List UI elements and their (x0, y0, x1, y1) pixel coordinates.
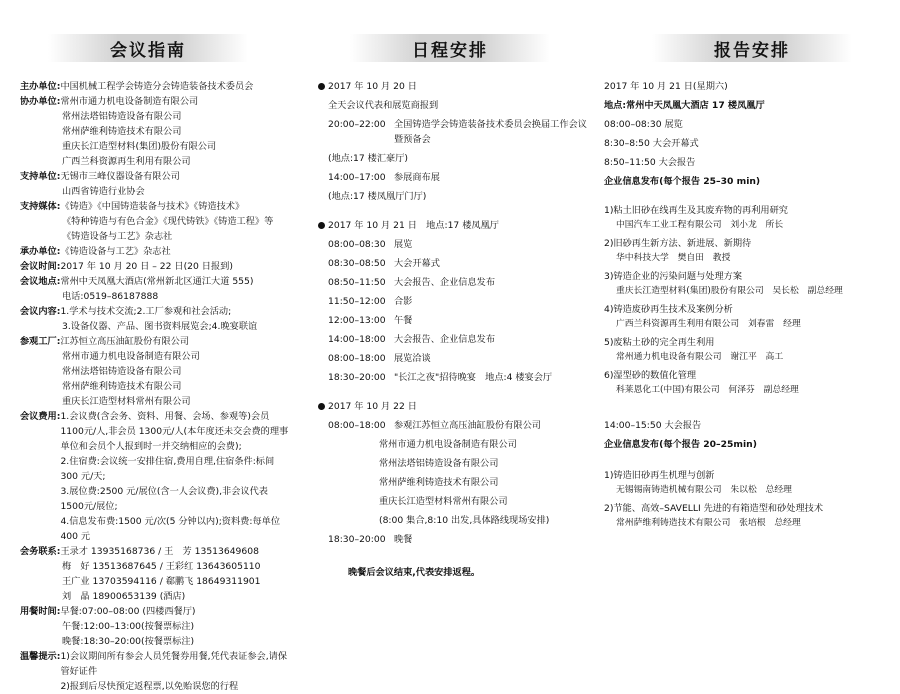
day1-date: 2017 年 10 月 20 日 (318, 79, 588, 94)
schedule-column (318, 79, 588, 580)
day1-entry: 暨预备会 (394, 134, 431, 145)
contact-label: 会务联系: (20, 546, 61, 557)
tip-item: 1)会议期间所有参会人员凭餐券用餐,凭代表证参会,请保管好证件 (60, 651, 288, 677)
content-value: 3.设备仪器、产品、图书资料展览会;4.晚宴联谊 (62, 321, 258, 332)
co-organizer-value: 广西兰科资源再生利用有限公司 (62, 156, 191, 167)
visit-row (20, 334, 290, 349)
day3-entry: 重庆长江造型材料常州有限公司 (379, 496, 508, 507)
day2-entry: 18:30–20:00 "长江之夜"招待晚宴 地点:4 楼宴会厅 (328, 372, 553, 383)
undertaker-label: 承办单位: (20, 246, 61, 257)
morning-reports (604, 203, 894, 398)
schedule-footer: 晚餐后会议结束,代表安排返程。 (348, 567, 481, 578)
report-line: 企业信息发布(每个报告 25–30 min) (604, 176, 761, 187)
venue-row (20, 274, 290, 289)
media-value: 《铸造设备与工艺》杂志社 (62, 231, 173, 242)
guide-header: 会议指南 (48, 34, 248, 62)
day3-entry: (8:00 集合,8:10 出发,具体路线现场安排) (379, 515, 550, 526)
fee-item: 1.会议费(含会务、资料、用餐、会场、参观等)会员 1100元/人,非会员 1300元/人(本年度还未交会费的理事单位和会员个人报到时一并交纳相应的会费); (60, 411, 289, 452)
contact-value: 刘 晶 18900653139 (酒店) (62, 591, 186, 602)
co-organizer-value: 常州法塔铝铸造设备有限公司 (62, 111, 182, 122)
reports-header: 报告安排 (652, 34, 852, 62)
day3-entry: 08:00–18:00 参观江苏恒立高压油缸股份有限公司 (328, 420, 541, 431)
report-line: 08:00–08:30 展览 (604, 119, 683, 130)
day3-entry: 18:30–20:00 晚餐 (328, 534, 413, 545)
day2-entry: 11:50–12:00 合影 (328, 296, 413, 307)
day1-entry: 14:00–17:00 参展商布展 (328, 172, 440, 183)
contact-row (20, 544, 290, 559)
tips-row (20, 649, 290, 694)
guide-column (20, 79, 290, 694)
report-affiliation: 重庆长江造型材料(集团)股份有限公司 吴长松 副总经理 (616, 286, 843, 296)
co-organizer-value: 常州市通力机电设备制造有限公司 (60, 96, 199, 107)
report-title: 2)旧砂再生新方法、新进展、新期待 (604, 238, 752, 249)
afternoon-reports (604, 468, 894, 531)
report-title: 6)湿型砂的数值化管理 (604, 370, 697, 381)
content-row (20, 304, 290, 319)
day1-entry: 20:00–22:00 全国铸造学会铸造装备技术委员会换届工作会议 (328, 119, 587, 130)
report-date: 2017 年 10 月 21 日(星期六) (604, 81, 728, 92)
report-title: 2)节能、高效–SAVELLI 先进的有箱造型和砂处理技术 (604, 503, 824, 514)
report-venue: 地点:常州中天凤凰大酒店 17 楼凤凰厅 (604, 100, 765, 111)
bullet-icon (318, 403, 325, 410)
visit-label: 参观工厂: (20, 336, 61, 347)
day3-entry: 常州市通力机电设备制造有限公司 (379, 439, 517, 450)
fee-item: 2.住宿费:会议统一安排住宿,费用自理,住宿条件:标间 300 元/天; (60, 456, 275, 482)
afternoon-time: 14:00–15:50 大会报告 (604, 420, 702, 431)
co-organizer-row (20, 94, 290, 109)
tips-label: 温馨提示: (20, 651, 61, 662)
report-title: 3)铸造企业的污染问题与处理方案 (604, 271, 743, 282)
time-value: 2017 年 10 月 20 日 – 22 日(20 日报到) (60, 261, 233, 272)
media-row (20, 199, 290, 214)
media-value: 《特种铸造与有色合金》《现代铸铁》《铸造工程》等 (62, 216, 274, 227)
visit-value: 常州萨维利铸造技术有限公司 (62, 381, 182, 392)
visit-value: 常州市通力机电设备制造有限公司 (62, 351, 200, 362)
report-affiliation: 华中科技大学 樊自田 教授 (616, 253, 731, 263)
meal-value: 午餐:12:00–13:00(按餐票标注) (62, 621, 195, 632)
undertaker-value: 《铸造设备与工艺》杂志社 (60, 246, 171, 257)
day3-entry: 常州萨维利铸造技术有限公司 (379, 477, 499, 488)
contact-value: 王广业 13703594116 / 郗鹏飞 18649311901 (62, 576, 261, 587)
time-label: 会议时间: (20, 261, 61, 272)
co-organizer-label: 协办单位: (20, 96, 61, 107)
visit-value: 江苏恒立高压油缸股份有限公司 (60, 336, 190, 347)
fee-label: 会议费用: (20, 411, 61, 422)
day1-entry: 全天会议代表和展览商报到 (328, 100, 439, 111)
visit-value: 常州法塔铝铸造设备有限公司 (62, 366, 182, 377)
meal-value: 早餐:07:00–08:00 (四楼西餐厅) (60, 606, 196, 617)
meal-row (20, 604, 290, 619)
contact-value: 梅 好 13513687645 / 王彩红 13643605110 (62, 561, 261, 572)
supporter-label: 支持单位: (20, 171, 61, 182)
report-line: 8:50–11:50 大会报告 (604, 157, 696, 168)
report-title: 1)铸造旧砂再生机理与创新 (604, 470, 715, 481)
report-affiliation: 常州通力机电设备有限公司 谢江平 高工 (616, 352, 784, 362)
meal-value: 晚餐:18:30–20:00(按餐票标注) (62, 636, 195, 647)
day2-entry: 08:30–08:50 大会开幕式 (328, 258, 440, 269)
bullet-icon (318, 83, 325, 90)
day2-date: 2017 年 10 月 21 日 地点:17 楼凤凰厅 (318, 218, 588, 233)
bullet-icon (318, 222, 325, 229)
time-row (20, 259, 290, 274)
day2-entry: 08:00–18:00 展览洽谈 (328, 353, 431, 364)
day3-date: 2017 年 10 月 22 日 (318, 399, 588, 414)
report-affiliation: 广西兰科资源再生利用有限公司 刘春雷 经理 (616, 319, 801, 329)
meal-label: 用餐时间: (20, 606, 61, 617)
day1-entry: (地点:17 楼凤凰厅门厅) (328, 191, 427, 202)
fee-row (20, 409, 290, 544)
supporter-value: 无锡市三峰仪器设备有限公司 (60, 171, 180, 182)
day1-entry: (地点:17 楼汇豪厅) (328, 153, 409, 164)
supporter-row (20, 169, 290, 184)
afternoon-line: 企业信息发布(每个报告 20–25min) (604, 439, 757, 450)
organizer-row (20, 79, 290, 94)
venue-phone: 电话:0519–86187888 (62, 291, 159, 302)
report-affiliation: 中国汽车工业工程有限公司 刘小龙 所长 (616, 220, 784, 230)
media-value: 《铸造》《中国铸造装备与技术》《铸造技术》 (60, 201, 245, 212)
venue-label: 会议地点: (20, 276, 61, 287)
venue-value: 常州中天凤凰大酒店(常州新北区通江大道 555) (60, 276, 254, 287)
tip-item: 2)报到后尽快预定返程票,以免贻误您的行程 (60, 681, 239, 692)
media-label: 支持媒体: (20, 201, 61, 212)
contact-value: 王录才 13935168736 / 王 芳 13513649608 (60, 546, 259, 557)
report-affiliation: 常州萨维利铸造技术有限公司 张培根 总经理 (616, 518, 801, 528)
report-title: 5)废粘土砂的完全再生利用 (604, 337, 715, 348)
visit-value: 重庆长江造型材料常州有限公司 (62, 396, 191, 407)
day2-entry: 08:00–08:30 展览 (328, 239, 413, 250)
schedule-header: 日程安排 (350, 34, 550, 62)
report-line: 8:30–8:50 大会开幕式 (604, 138, 699, 149)
report-title: 4)铸造废砂再生技术及案例分析 (604, 304, 733, 315)
co-organizer-value: 常州萨维利铸造技术有限公司 (62, 126, 182, 137)
content-value: 1.学术与技术交流;2.工厂参观和社会活动; (60, 306, 232, 317)
day2-entry: 08:50–11:50 大会报告、企业信息发布 (328, 277, 496, 288)
reports-column (604, 79, 894, 531)
report-title: 1)粘土旧砂在线再生及其废弃物的再利用研究 (604, 205, 788, 216)
organizer-label: 主办单位: (20, 81, 61, 92)
fee-list (60, 409, 290, 544)
organizer-value: 中国机械工程学会铸造分会铸造装备技术委员会 (60, 81, 254, 92)
day2-entry: 14:00–18:00 大会报告、企业信息发布 (328, 334, 496, 345)
day3-entry: 常州法塔铝铸造设备有限公司 (379, 458, 499, 469)
fee-item: 3.展位费:2500 元/展位(含一人会议费),非会议代表 1500元/展位; (60, 486, 268, 512)
day2-entry: 12:00–13:00 午餐 (328, 315, 413, 326)
supporter-value: 山西省铸造行业协会 (62, 186, 145, 197)
report-affiliation: 科莱恩化工(中国)有限公司 何泽芬 副总经理 (616, 385, 799, 395)
undertaker-row (20, 244, 290, 259)
co-organizer-value: 重庆长江造型材料(集团)股份有限公司 (62, 141, 217, 152)
content-label: 会议内容: (20, 306, 61, 317)
tips-list (60, 649, 290, 694)
report-affiliation: 无锡锡南铸造机械有限公司 朱以松 总经理 (616, 485, 792, 495)
fee-item: 4.信息发布费:1500 元/次(5 分钟以内);资料费:每单位 400 元 (60, 516, 281, 542)
